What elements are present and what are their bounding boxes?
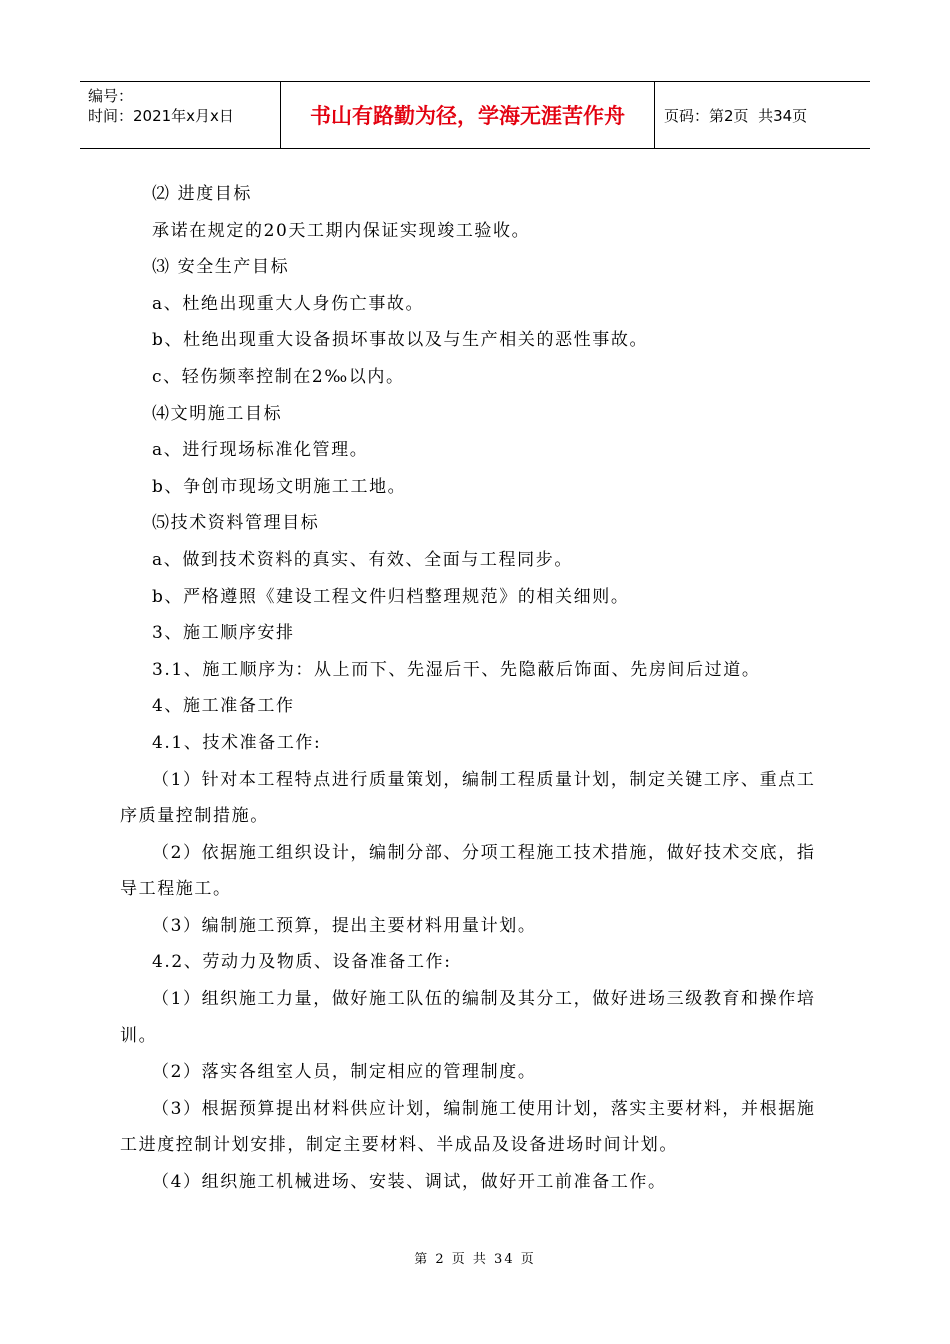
paragraph: 4、施工准备工作 [152,696,295,717]
paragraph: （2）落实各组室人员，制定相应的管理制度。 [152,1062,537,1083]
paragraph: ⑷文明施工目标 [152,403,283,424]
header-page-info [655,82,870,148]
paragraph: b、杜绝出现重大设备损坏事故以及与生产相关的恶性事故。 [152,330,649,351]
document-body [120,176,838,1201]
paragraph: 3.1、施工顺序为：从上而下、先湿后干、先隐蔽后饰面、先房间后过道。 [152,659,761,680]
paragraph: c、轻伤频率控制在2‰以内。 [152,366,405,387]
paragraph: b、争创市现场文明施工工地。 [152,476,407,497]
paragraph: （2）依据施工组织设计，编制分部、分项工程施工技术措施，做好技术交底，指 [152,842,816,863]
paragraph: 4.1、技术准备工作: [152,732,322,753]
page-header [80,81,870,149]
paragraph: 4.2、劳动力及物质、设备准备工作: [152,952,452,973]
paragraph: b、严格遵照《建设工程文件归档整理规范》的相关细则。 [152,586,630,607]
paragraph: （1）针对本工程特点进行质量策划，编制工程质量计划，制定关键工序、重点工 [152,769,816,790]
paragraph: 承诺在规定的20天工期内保证实现竣工验收。 [152,220,531,241]
paragraph: ⑵ 进度目标 [152,184,253,204]
header-meta [80,82,281,148]
document-number-label: 编号： [88,87,134,105]
paragraph: （4）组织施工机械进场、安装、调试，做好开工前准备工作。 [152,1172,667,1193]
paragraph: a、杜绝出现重大人身伤亡事故。 [152,293,425,314]
paragraph-continuation: 导工程施工。 [120,879,232,900]
paragraph-continuation: 序质量控制措施。 [120,806,269,827]
paragraph: ⑶ 安全生产目标 [152,257,290,278]
paragraph: （3）编制施工预算，提出主要材料用量计划。 [152,915,537,936]
paragraph: ⑸技术资料管理目标 [152,513,320,534]
paragraph-continuation: 工进度控制计划安排，制定主要材料、半成品及设备进场时间计划。 [120,1135,678,1156]
header-motto: 书山有路勤为径，学海无涯苦作舟 [281,82,655,148]
paragraph-continuation: 训。 [120,1025,158,1046]
document-date-label: 时间：2021年x月x日 [88,107,234,125]
page-footer: 第 2 页 共 34 页 [414,1252,536,1267]
paragraph: （1）组织施工力量，做好施工队伍的编制及其分工，做好进场三级教育和操作培 [152,989,816,1010]
header-page-label: 页码：第2页 共34页 [664,106,808,125]
paragraph: （3）根据预算提出材料供应计划，编制施工使用计划，落实主要材料，并根据施 [152,1098,816,1119]
paragraph: 3、施工顺序安排 [152,623,295,644]
paragraph: a、做到技术资料的真实、有效、全面与工程同步。 [152,549,573,570]
paragraph: a、进行现场标准化管理。 [152,440,369,461]
